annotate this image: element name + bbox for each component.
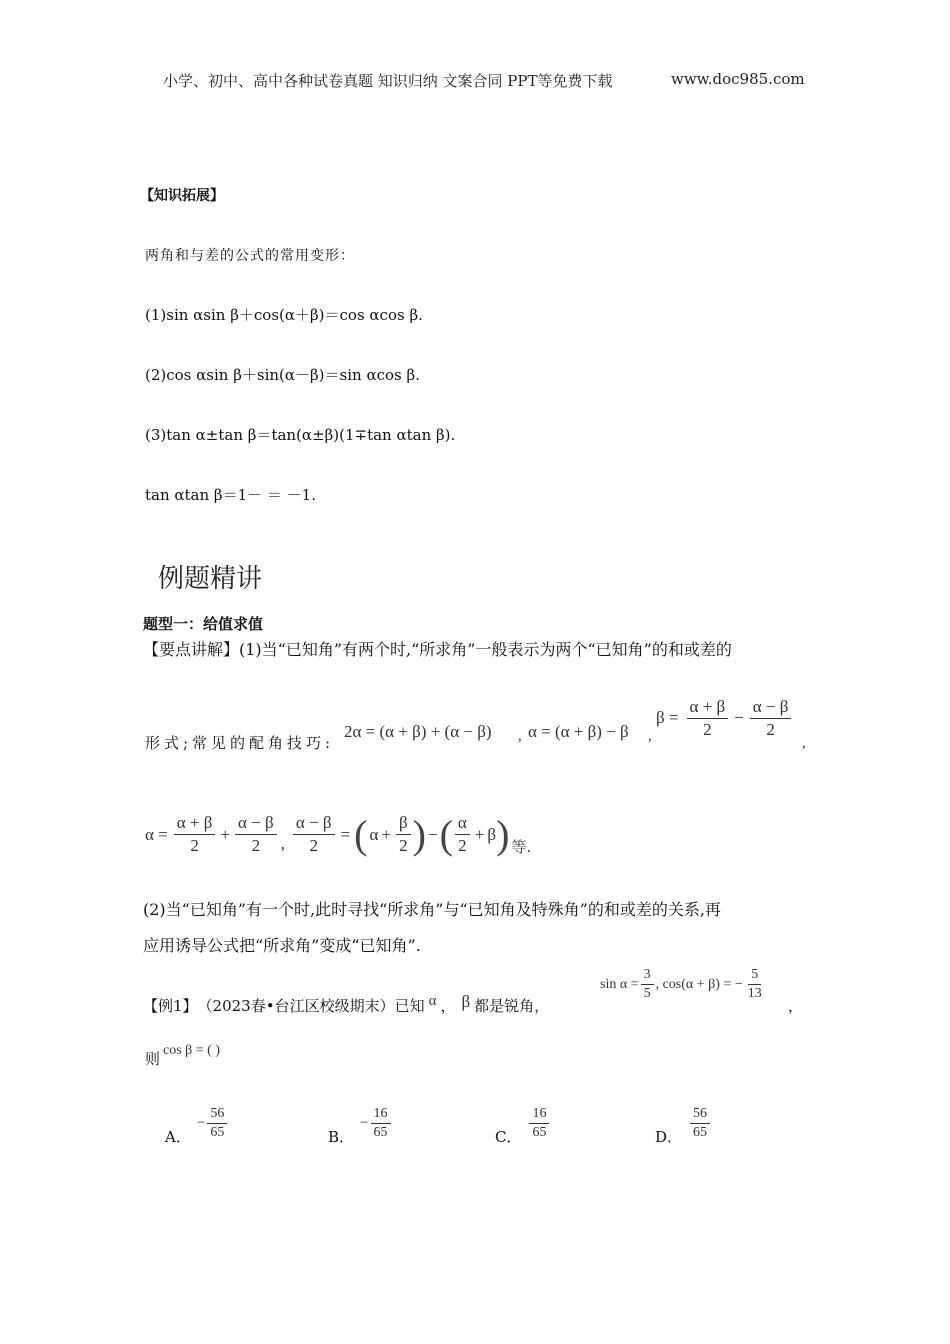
frac-num: α − β [293, 813, 335, 835]
eq-beta [656, 697, 793, 739]
option-a[interactable] [165, 1100, 229, 1147]
formula-3: (3)tan α±tan β＝tan(α±β)(1∓tan αtan β). [145, 426, 456, 444]
option-sign: − [196, 1115, 206, 1131]
option-label: A． [165, 1128, 191, 1146]
option-frac [207, 1106, 227, 1141]
frac-num: α − β [750, 697, 792, 719]
frac-cos [745, 967, 765, 1002]
formula-2: (2)cos αsin β＋sin(α－β)＝sin αcos β. [145, 366, 420, 384]
frac-den: 2 [766, 719, 775, 739]
option-label: C． [495, 1128, 522, 1146]
plus-sign: + [220, 824, 230, 844]
option-frac [690, 1106, 710, 1141]
ask-prefix: 则 [145, 1050, 161, 1068]
frac-den: 2 [399, 836, 408, 855]
frac-den: 2 [703, 719, 712, 739]
frac-num: α [455, 813, 470, 835]
option-sign: − [360, 1115, 369, 1131]
option-b[interactable] [328, 1100, 393, 1147]
option-label: D． [655, 1128, 683, 1146]
type1-p3: (2)当“已知角”有一个时,此时寻找“所求角”与“已知角及特殊角”的和或差的关系,再 [143, 900, 721, 919]
eq-alpha-halves [145, 812, 531, 857]
plus-sign: + [381, 824, 391, 844]
comma-3: , [802, 735, 806, 751]
frac-sum-half [687, 697, 729, 739]
type1-p2-prefix: 形式;常见的配角技巧: [145, 734, 335, 752]
frac-den: 2 [309, 836, 318, 855]
frac-num: 5 [748, 967, 761, 985]
ext-title: 【知识拓展】 [140, 188, 224, 204]
end-comma: ， [788, 997, 804, 1015]
beta-symbol: β [461, 991, 471, 1011]
frac-den: 2 [458, 836, 467, 855]
left-paren: ( [439, 811, 453, 857]
frac-diff-half [235, 813, 277, 855]
frac-num: β [396, 813, 411, 835]
alpha-symbol: α [428, 993, 437, 1009]
alpha-symbol: α [369, 824, 379, 844]
frac-alpha-half [455, 813, 470, 855]
formula-1: (1)sin αsin β＋cos(α＋β)＝cos αcos β. [145, 306, 423, 324]
header-left: 小学、初中、高中各种试卷真题 知识归纳 文案合同 PPT等免费下载 [163, 72, 613, 90]
alpha-eq-lhs: α = [145, 824, 168, 844]
given-values [600, 967, 767, 1002]
right-paren: ) [412, 811, 426, 857]
section-title: 例题精讲 [158, 564, 263, 594]
type1-p4: 应用诱导公式把“所求角”变成“已知角”. [143, 936, 421, 955]
frac-den: 65 [373, 1125, 388, 1140]
frac-den: 65 [532, 1125, 547, 1140]
frac-diff-half [750, 697, 792, 739]
example1-text2: 都是锐角， [474, 997, 550, 1015]
frac-sin [641, 967, 654, 1002]
separator: ， [440, 997, 456, 1015]
sin-prefix: sin α = [600, 976, 639, 992]
eq-alpha: α = (α + β) − β [528, 722, 629, 741]
frac-num: α + β [687, 697, 729, 719]
option-d[interactable] [655, 1100, 712, 1147]
suffix-deng: 等. [511, 838, 532, 856]
frac-diff-half [293, 813, 335, 855]
ask-expression: cos β = ( ) [163, 1043, 221, 1058]
plus-sign: + [474, 824, 485, 844]
frac-num: α + β [174, 813, 216, 835]
frac-den: 65 [693, 1125, 708, 1140]
frac-num: 16 [371, 1106, 391, 1124]
frac-den: 5 [643, 986, 651, 1002]
comma-1: , [518, 728, 522, 744]
frac-den: 65 [210, 1125, 225, 1140]
minus-sign: − [734, 708, 744, 728]
ext-intro: 两角和与差的公式的常用变形： [145, 248, 355, 264]
comma-2: , [648, 728, 652, 744]
frac-den: 13 [747, 986, 762, 1002]
frac-den: 2 [190, 836, 199, 855]
frac-den: 2 [251, 836, 261, 855]
beta-symbol: β [487, 824, 497, 844]
header-right: www.doc985.com [671, 70, 805, 88]
frac-num: α − β [235, 813, 277, 835]
type1-p1: 【要点讲解】(1)当“已知角”有两个时,“所求角”一般表示为两个“已知角”的和或差的 [143, 640, 732, 659]
frac-sum-half [174, 813, 216, 855]
option-frac [529, 1106, 549, 1141]
eq-beta-lhs: β = [656, 708, 679, 728]
equals-sign: = [340, 824, 351, 844]
frac-beta-half [396, 813, 411, 855]
option-frac [371, 1106, 391, 1141]
option-label: B． [328, 1128, 355, 1146]
left-paren: ( [354, 811, 368, 857]
eq-2alpha: 2α = (α + β) + (α − β) [344, 722, 492, 741]
frac-num: 56 [690, 1106, 710, 1124]
option-c[interactable] [495, 1100, 551, 1147]
right-paren: ) [496, 811, 510, 857]
example1-line [143, 991, 550, 1016]
frac-num: 16 [529, 1106, 549, 1124]
example1-source: （2023春•台江区校级期末）已知 [197, 997, 425, 1015]
cos-prefix: , cos(α + β) = − [655, 976, 743, 992]
minus-sign: − [427, 824, 438, 844]
frac-num: 3 [641, 967, 654, 985]
frac-num: 56 [207, 1106, 227, 1124]
type1-title: 题型一：给值求值 [143, 615, 264, 633]
comma: , [280, 833, 285, 853]
formula-4: tan αtan β＝1－ ＝ －1. [145, 486, 316, 504]
example1-label: 【例1】 [143, 997, 198, 1015]
